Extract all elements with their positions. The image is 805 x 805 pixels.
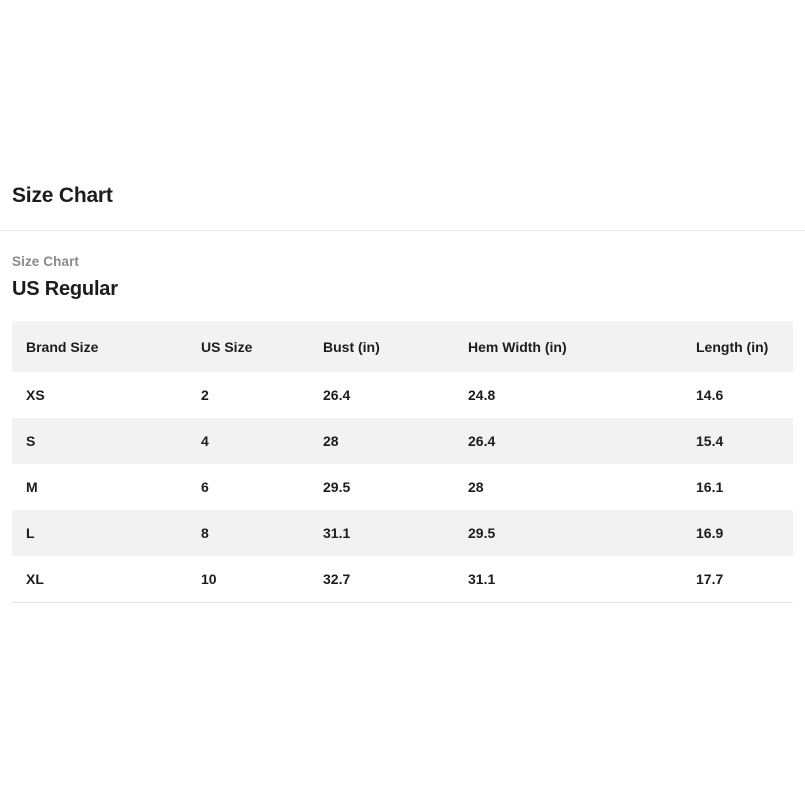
cell-hem-width: 29.5 <box>454 510 682 556</box>
cell-length: 14.6 <box>682 372 793 418</box>
size-chart-panel <box>0 182 805 603</box>
cell-hem-width: 26.4 <box>454 418 682 464</box>
cell-us-size: 4 <box>187 418 309 464</box>
table-header-row <box>12 321 793 372</box>
cell-hem-width: 28 <box>454 464 682 510</box>
page-title: Size Chart <box>12 184 113 207</box>
cell-us-size: 6 <box>187 464 309 510</box>
cell-bust: 28 <box>309 418 454 464</box>
cell-length: 17.7 <box>682 556 793 602</box>
cell-length: 16.1 <box>682 464 793 510</box>
cell-brand-size: M <box>12 464 187 510</box>
column-header-hem-width: Hem Width (in) <box>454 321 682 372</box>
cell-hem-width: 24.8 <box>454 372 682 418</box>
table-row <box>12 372 793 418</box>
table-body <box>12 372 793 602</box>
table-row <box>12 464 793 510</box>
size-chart-table <box>12 321 793 602</box>
cell-bust: 26.4 <box>309 372 454 418</box>
cell-brand-size: L <box>12 510 187 556</box>
table-row <box>12 510 793 556</box>
table-header <box>12 321 793 372</box>
column-header-bust: Bust (in) <box>309 321 454 372</box>
size-chart-block <box>0 231 805 302</box>
cell-length: 16.9 <box>682 510 793 556</box>
cell-bust: 32.7 <box>309 556 454 602</box>
cell-brand-size: S <box>12 418 187 464</box>
cell-brand-size: XS <box>12 372 187 418</box>
table-row <box>12 418 793 464</box>
table-row <box>12 556 793 602</box>
cell-bust: 29.5 <box>309 464 454 510</box>
column-header-length: Length (in) <box>682 321 793 372</box>
table-bottom-divider <box>12 602 793 603</box>
cell-length: 15.4 <box>682 418 793 464</box>
column-header-us-size: US Size <box>187 321 309 372</box>
cell-hem-width: 31.1 <box>454 556 682 602</box>
cell-bust: 31.1 <box>309 510 454 556</box>
cell-us-size: 10 <box>187 556 309 602</box>
cell-us-size: 8 <box>187 510 309 556</box>
chart-kicker-label: Size Chart <box>12 254 80 269</box>
chart-heading: US Regular <box>12 278 118 300</box>
column-header-brand-size: Brand Size <box>12 321 187 372</box>
cell-brand-size: XL <box>12 556 187 602</box>
cell-us-size: 2 <box>187 372 309 418</box>
